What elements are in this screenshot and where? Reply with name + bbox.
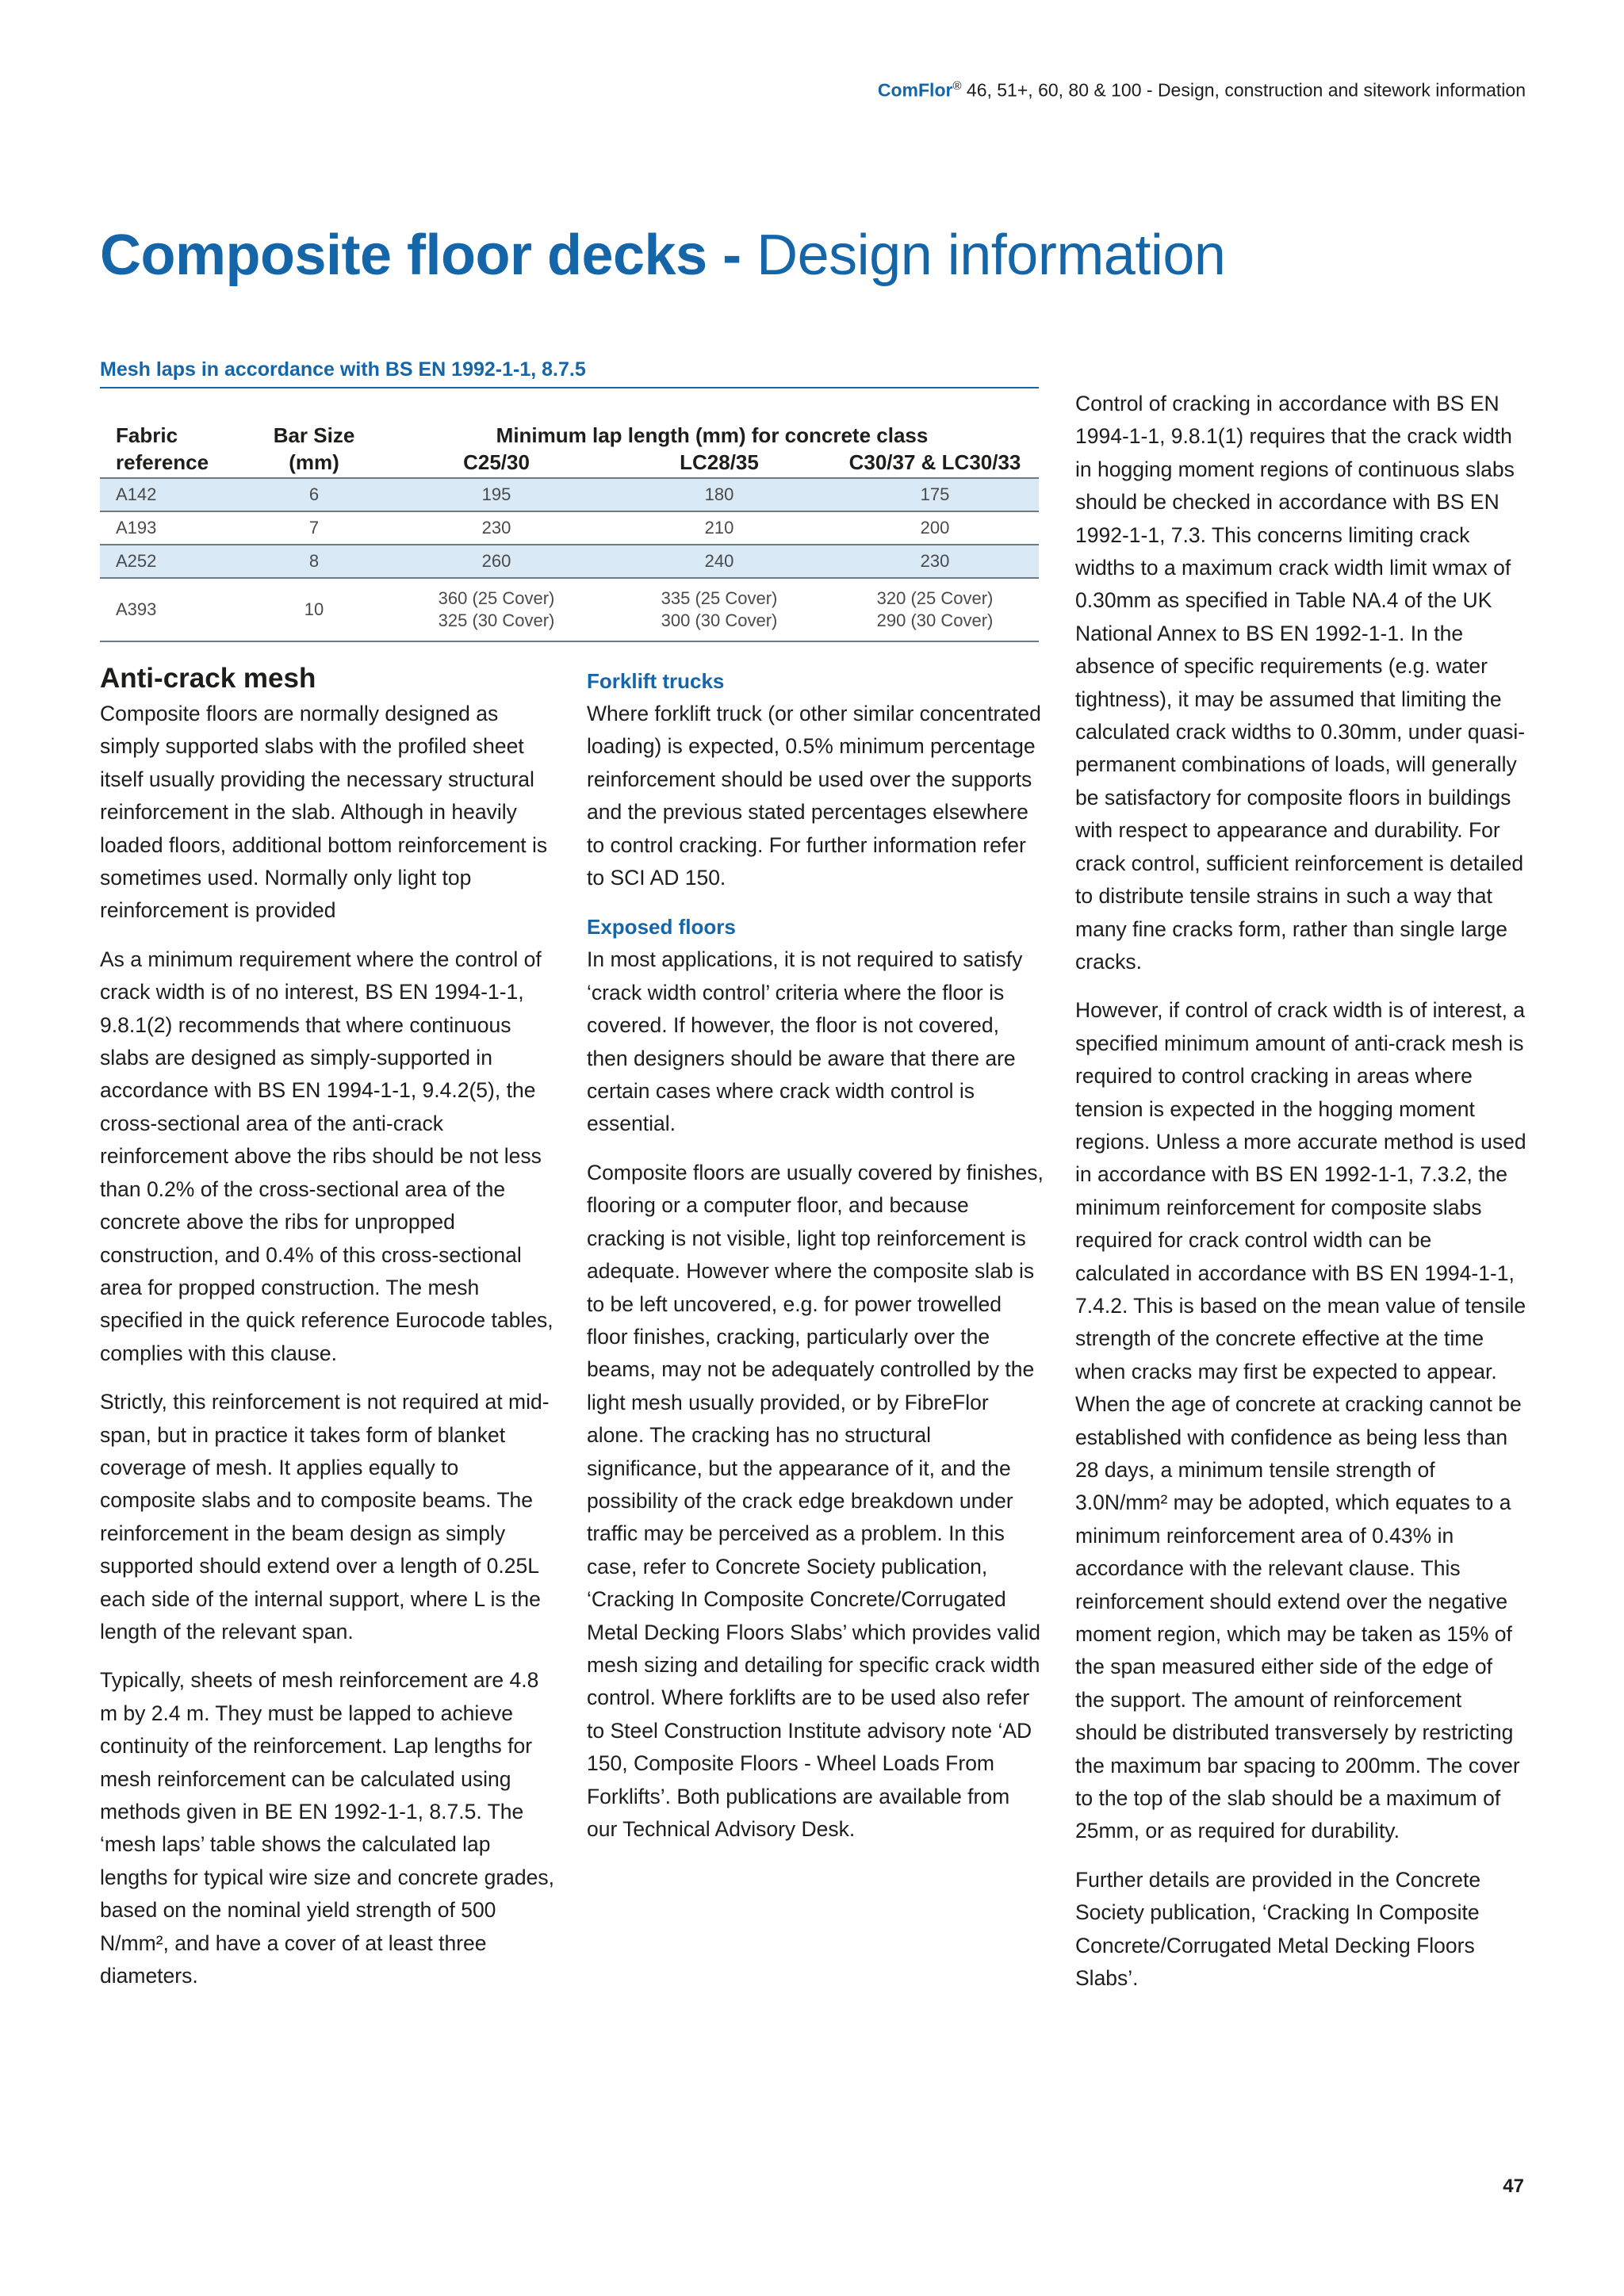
table-row xyxy=(100,478,1039,511)
col-header-c25: C25/30 xyxy=(463,450,530,474)
header-text: 46, 51+, 60, 80 & 100 - Design, construction and sitework information xyxy=(961,79,1526,101)
anti-crack-paragraph-2: As a minimum requirement where the control of crack width is of no interest, BS EN 1994-1-1, 9.8.1(2) recommends that where continuous slabs are designed as simply-supported in accordance with BS EN 1994-1-1, 9.4.2(5), the cross-sectional area of the anti-crack reinforcement above the ribs should be not less than 0.2% of the cross-sectional area of the concrete above the ribs for unpropped construction, and 0.4% of this cross-sectional area for propped construction. The mesh specified in the quick reference Eurocode tables, complies with this clause. xyxy=(100,947,553,1365)
cell-bar: 10 xyxy=(243,578,385,641)
cell-c25: 230 xyxy=(385,511,607,545)
cell-lc28: 180 xyxy=(607,478,831,511)
cell-fabric: A393 xyxy=(100,578,243,641)
title-light: Design information xyxy=(756,224,1226,287)
column-forklift-exposed xyxy=(587,664,1044,1862)
cell-c25-line-2: 325 (30 Cover) xyxy=(438,610,555,630)
crack-control-paragraph-1: Control of cracking in accordance with BS EN 1994-1-1, 9.8.1(1) requires that the crack width in hogging moment regions of continuous slabs should be checked in accordance with BS EN 1992-1-1, 7.3. This concerns limiting crack widths to a maximum crack width limit wmax of 0.30mm as specified in Table NA.4 of the UK National Annex to BS EN 1992-1-1. In the absence of specific requirements (e.g. water tightness), it may be assumed that limiting the calculated crack widths to 0.30mm, under quasi-permanent combinations of loads, will generally be satisfactory for composite floors in buildings with respect to appearance and durability. For crack control, sufficient reinforcement is detailed to distribute tensile strains in such a way that many fine cracks form, rather than single large cracks. xyxy=(1075,392,1526,974)
cell-lc28-line-1: 335 (25 Cover) xyxy=(661,588,778,608)
mesh-laps-heading: Mesh laps in accordance with BS EN 1992-1-1, 8.7.5 xyxy=(100,358,586,381)
col-header-fabric: Fabric xyxy=(116,423,178,447)
cell-c30: 230 xyxy=(831,545,1039,578)
table-header-row-2 xyxy=(100,450,1039,478)
title-bold: Composite floor decks - xyxy=(100,224,757,287)
anti-crack-paragraph-4: Typically, sheets of mesh reinforcement are 4.8 m by 2.4 m. They must be lapped to achieve continuity of the reinforcement. Lap lengths for mesh reinforcement can be calculated using methods given in BE EN 1992-1-1, 8.7.5. The ‘mesh laps’ table shows the calculated lap lengths for typical wire size and concrete grades, based on the nominal yield strength of 500 N/mm², and have a cover of at least three diameters. xyxy=(100,1668,554,1988)
table-row xyxy=(100,511,1039,545)
anti-crack-paragraph-1: Composite floors are normally designed as simply supported slabs with the profiled sheet itself usually providing the necessary structural reinforcement in the slab. Although in heavily loaded floors, additional bottom reinforcement is sometimes used. Normally only light top reinforcement is provided xyxy=(100,702,548,923)
col-header-bar: Bar Size xyxy=(273,423,355,447)
exposed-floors-heading: Exposed floors xyxy=(587,915,736,939)
page-title xyxy=(100,224,1225,287)
running-header xyxy=(878,79,1526,101)
anti-crack-heading: Anti-crack mesh xyxy=(100,663,316,694)
cell-c30 xyxy=(831,578,1039,641)
col-header-bar-2: (mm) xyxy=(289,450,339,474)
crack-control-paragraph-2: However, if control of crack width is of interest, a specified minimum amount of anti-crack mesh is required to control cracking in areas where tension is expected in the hogging moment regions. Unless a more accurate method is used in accordance with BS EN 1992-1-1, 7.3.2, the minimum reinforcement for composite slabs required for crack control width can be calculated in accordance with BS EN 1994-1-1, 7.4.2. This is based on the mean value of tensile strength of the concrete effective at the time when cracks may first be expected to appear. When the age of concrete at cracking cannot be established with confidence as being less than 28 days, a minimum tensile strength of 3.0N/mm² may be adopted, which equates to a minimum reinforcement area of 0.43% in accordance with the relevant clause. This reinforcement should extend over the negative moment region, which may be taken as 15% of the span measured either side of the edge of the support. The amount of reinforcement should be distributed transversely by restricting the maximum bar spacing to 200mm. The cover to the top of the slab should be a maximum of 25mm, or as required for durability. xyxy=(1075,998,1526,1843)
brand-name: ComFlor xyxy=(877,79,953,101)
cell-fabric: A193 xyxy=(100,511,243,545)
column-anti-crack xyxy=(100,660,557,2008)
column-crack-control xyxy=(1075,388,1527,2011)
cell-c25: 260 xyxy=(385,545,607,578)
cell-lc28: 240 xyxy=(607,545,831,578)
cell-c30: 200 xyxy=(831,511,1039,545)
cell-lc28-line-2: 300 (30 Cover) xyxy=(661,610,778,630)
cell-c25 xyxy=(385,578,607,641)
crack-control-paragraph-3: Further details are provided in the Concrete Society publication, ‘Cracking In Composite Concrete/Corrugated Metal Decking Floors Slabs’. xyxy=(1075,1867,1481,1991)
cell-c30-line-1: 320 (25 Cover) xyxy=(876,588,994,608)
col-header-min-lap: Minimum lap length (mm) for concrete class xyxy=(496,423,929,447)
forklift-heading: Forklift trucks xyxy=(587,669,725,693)
col-header-lc28: LC28/35 xyxy=(680,450,759,474)
cell-fabric: A142 xyxy=(100,478,243,511)
registered-mark: ® xyxy=(952,79,962,93)
cell-c25: 195 xyxy=(385,478,607,511)
col-header-c30: C30/37 & LC30/33 xyxy=(848,450,1021,474)
cell-c30-line-2: 290 (30 Cover) xyxy=(876,610,994,630)
cell-lc28: 210 xyxy=(607,511,831,545)
cell-fabric: A252 xyxy=(100,545,243,578)
page-number: 47 xyxy=(1503,2175,1524,2197)
table-row xyxy=(100,578,1039,641)
cell-c25-line-1: 360 (25 Cover) xyxy=(438,588,555,608)
cell-bar: 7 xyxy=(243,511,385,545)
heading-rule xyxy=(100,387,1039,388)
table-header-row-1 xyxy=(100,423,1039,450)
exposed-paragraph-2: Composite floors are usually covered by finishes, flooring or a computer floor, and because cracking is not visible, light top reinforcement is adequate. However where the composite slab is to be left uncovered, e.g. for power trowelled floor finishes, cracking, particularly over the beams, may not be adequately controlled by the light mesh usually provided, or by FibreFlor alone. The cracking has no structural significance, but the appearance of it, and the possibility of the crack edge breakdown under traffic may be perceived as a problem. In this case, refer to Concrete Society publication, ‘Cracking In Composite Concrete/Corrugated Metal Decking Floors Slabs’ which provides valid mesh sizing and detailing for specific crack width control. Where forklifts are to be used also refer to Steel Construction Institute advisory note ‘AD 150, Composite Floors - Wheel Loads From Forklifts’. Both publications are available from our Technical Advisory Desk. xyxy=(587,1160,1044,1841)
exposed-paragraph-1: In most applications, it is not required to satisfy ‘crack width control’ criteria where the floor is covered. If however, the floor is not covered, then designers should be aware that there are certain cases where crack width control is essential. xyxy=(587,947,1023,1136)
forklift-paragraph: Where forklift truck (or other similar concentrated loading) is expected, 0.5% minimum percentage reinforcement should be used over the supports and the previous stated percentages elsewhere to control cracking. For further information refer to SCI AD 150. xyxy=(587,702,1041,890)
mesh-laps-table xyxy=(100,423,1039,642)
cell-lc28 xyxy=(607,578,831,641)
cell-bar: 6 xyxy=(243,478,385,511)
table-row xyxy=(100,545,1039,578)
cell-c30: 175 xyxy=(831,478,1039,511)
anti-crack-paragraph-3: Strictly, this reinforcement is not required at mid-span, but in practice it takes form of blanket coverage of mesh. It applies equally to composite slabs and to composite beams. The reinforcement in the beam design as simply supported should extend over a length of 0.25L each side of the internal support, where L is the length of the relevant span. xyxy=(100,1390,550,1644)
cell-bar: 8 xyxy=(243,545,385,578)
col-header-fabric-2: reference xyxy=(116,450,209,474)
